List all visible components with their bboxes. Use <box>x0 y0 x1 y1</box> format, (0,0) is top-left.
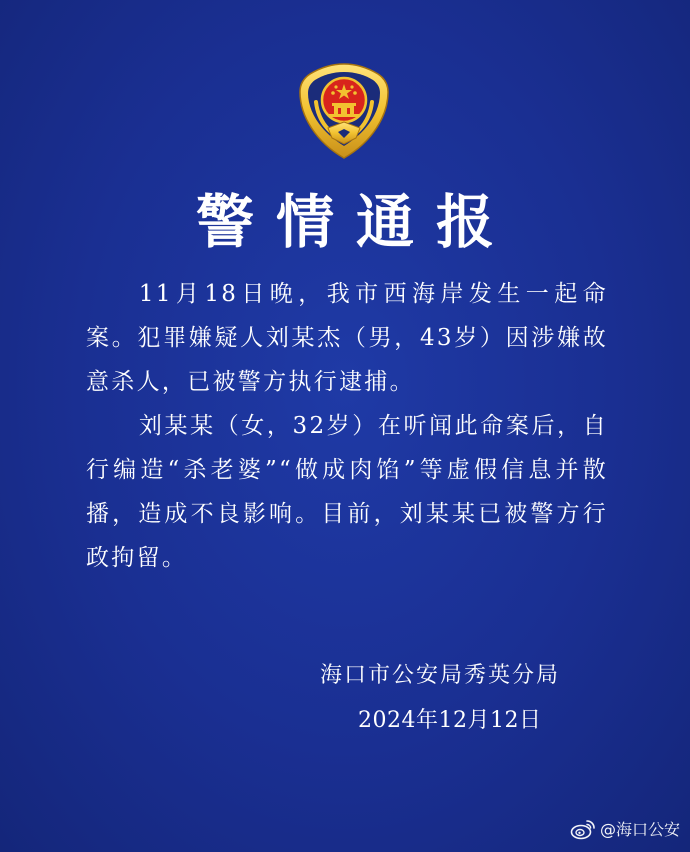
notice-title: 警情通报 <box>195 188 516 256</box>
notice-paragraph-1: 11月18日晚，我市西海岸发生一起命案。犯罪嫌疑人刘某杰（男，43岁）因涉嫌故意杀人，已被警方执行逮捕。 <box>86 281 608 395</box>
weibo-icon <box>570 818 596 840</box>
watermark-handle: @海口公安 <box>599 820 680 839</box>
weibo-watermark <box>570 817 680 840</box>
notice-body <box>86 272 608 580</box>
issue-date: 2024年12月12日 <box>358 708 542 733</box>
police-emblem-icon <box>298 62 390 160</box>
notice-paragraph-2: 刘某某（女，32岁）在听闻此命案后，自行编造“杀老婆”“做成肉馅”等虚假信息并散播，造成不良影响。目前，刘某某已被警方行政拘留。 <box>86 413 608 571</box>
issuer-name: 海口市公安局秀英分局 <box>320 663 561 688</box>
